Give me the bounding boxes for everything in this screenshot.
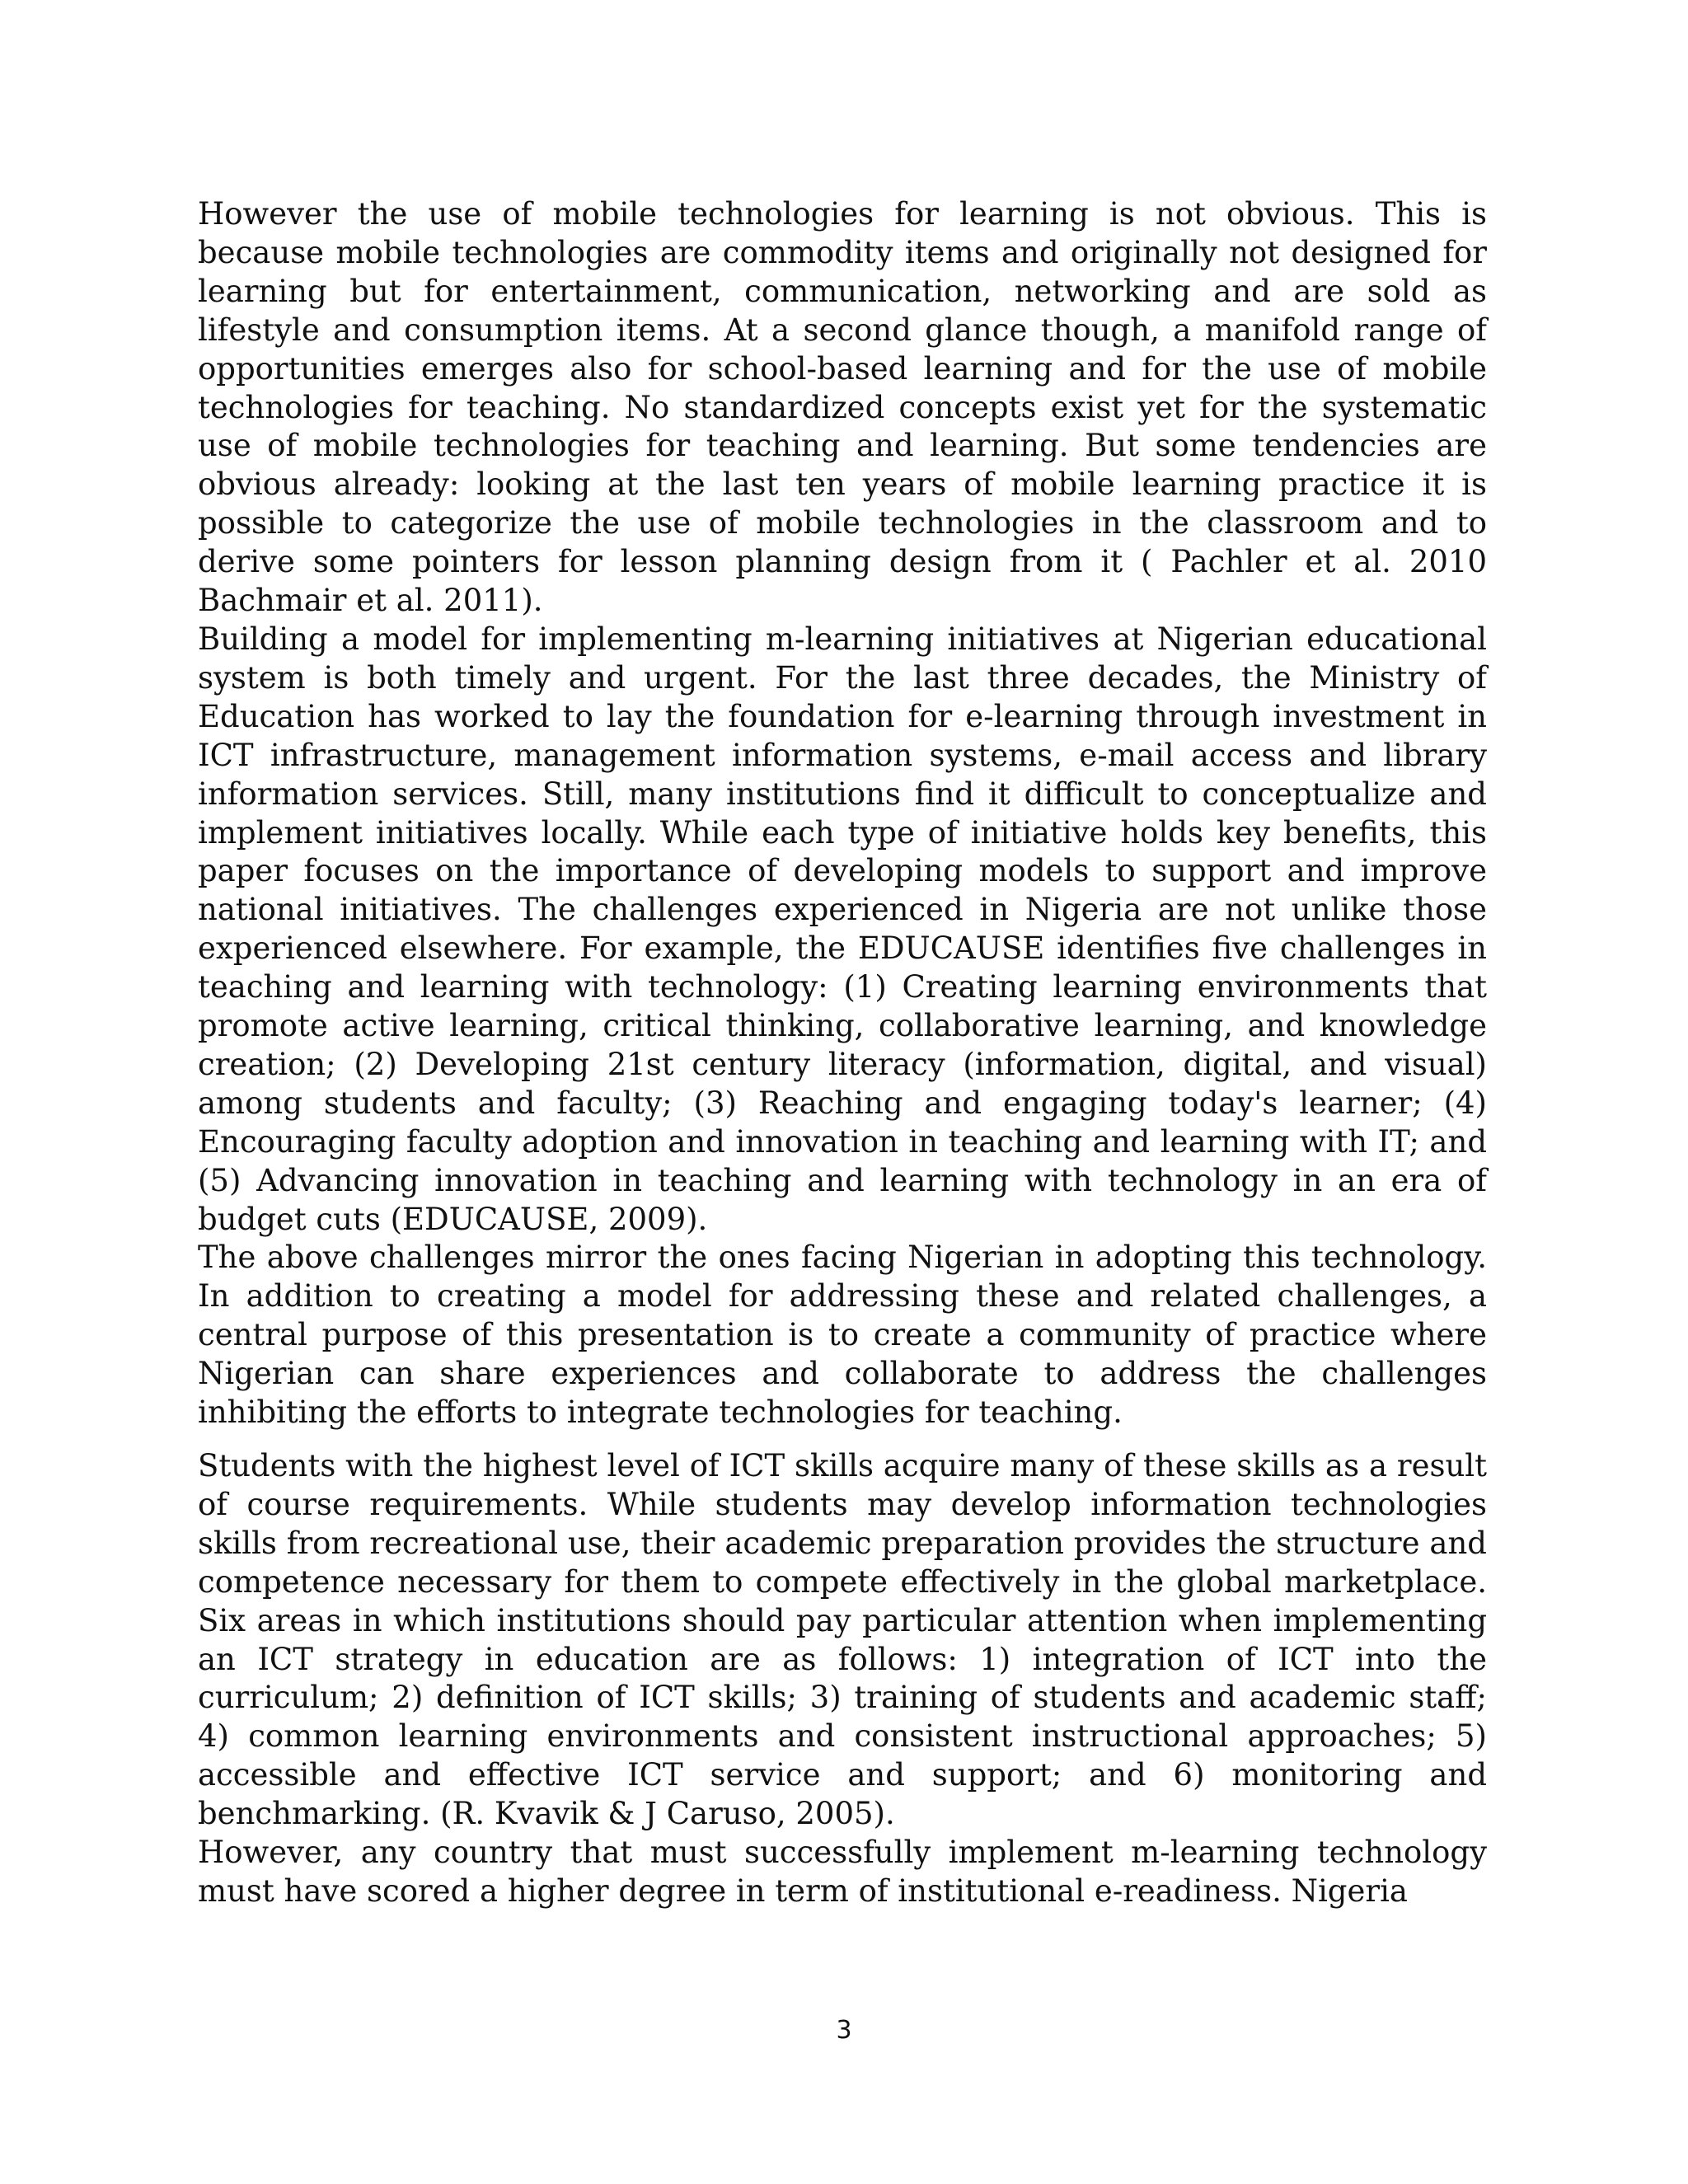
body-text: [198, 195, 1487, 1911]
paragraph-building-model: Building a model for implementing m-learning initiatives at Nigerian educational system is both timely and urgent. For the last three decades, the Ministry of Education has worked to lay the foundation for e-learning through investment in ICT infrastructure, management information systems, e-mail access and library information services. Still, many institutions find it difficult to conceptualize and implement initiatives locally. While each type of initiative holds key benefits, this paper focuses on the importance of developing models to support and improve national initiatives. The challenges experienced in Nigeria are not unlike those experienced elsewhere. For example, the EDUCAUSE identifies five challenges in teaching and learning with technology: (1) Creating learning environments that promote active learning, critical thinking, collaborative learning, and knowledge creation; (2) Developing 21st century literacy (information, digital, and visual) among students and faculty; (3) Reaching and engaging today's learner; (4) Encouraging faculty adoption and innovation in teaching and learning with IT; and (5) Advancing innovation in teaching and learning with technology in an era of budget cuts (EDUCAUSE, 2009).: [198, 621, 1487, 1237]
paragraph-challenges-mirror: The above challenges mirror the ones facing Nigerian in adopting this technology. In addition to creating a model for addressing these and related challenges, a central purpose of this presentation is to create a community of practice where Nigerian can share experiences and collaborate to address the challenges inhibiting the efforts to integrate technologies for teaching.: [198, 1240, 1487, 1431]
paragraph-ict-skills: Students with the highest level of ICT skills acquire many of these skills as a result of course requirements. While students may develop information technologies skills from recreational use, their academic preparation provides the structure and competence necessary for them to compete effectively in the global marketplace. Six areas in which institutions should pay particular attention when implementing an ICT strategy in education are as follows: 1) integration of ICT into the curriculum; 2) definition of ICT skills; 3) training of students and academic staff; 4) common learning environments and consistent instructional approaches; 5) accessible and effective ICT service and support; and 6) monitoring and benchmarking. (R. Kvavik & J Caruso, 2005).: [198, 1448, 1487, 1832]
paragraph-mobile-technologies: However the use of mobile technologies for learning is not obvious. This is because mobile technologies are commodity items and originally not designed for learning but for entertainment, communication, networking and are sold as lifestyle and consumption items. At a second glance though, a manifold range of opportunities emerges also for school-based learning and for the use of mobile technologies for teaching. No standardized concepts exist yet for the systematic use of mobile technologies for teaching and learning. But some tendencies are obvious already: looking at the last ten years of mobile learning practice it is possible to categorize the use of mobile technologies in the classroom and to derive some pointers for lesson planning design from it ( Pachler et al. 2010 Bachmair et al. 2011).: [198, 196, 1487, 619]
page-number: 3: [836, 2016, 852, 2045]
paragraph-e-readiness: However, any country that must successfully implement m-learning technology must have scored a higher degree in term of institutional e-readiness. Nigeria: [198, 1835, 1487, 1909]
